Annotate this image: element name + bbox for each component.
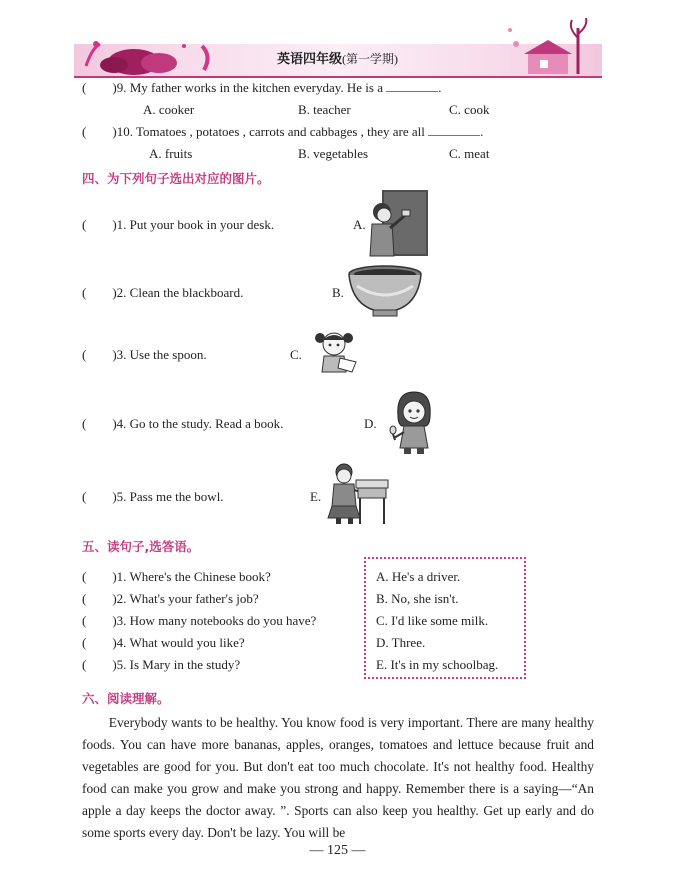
option-a: A. fruits <box>149 146 193 161</box>
question-row-1 <box>82 569 271 585</box>
question-text: )5. Is Mary in the study? <box>112 657 241 672</box>
answer-paren: ( <box>82 569 87 584</box>
section-5-title: 五、读句子,选答语。 <box>82 539 200 554</box>
answer-paren-close: ) <box>112 124 117 139</box>
picture-e-girl-putting-book-in-desk <box>326 462 392 526</box>
answer-paren: ( <box>82 613 87 628</box>
item-text: )4. Go to the study. Read a book. <box>112 416 284 431</box>
option-a: A. cooker <box>143 102 195 117</box>
matching-item-3 <box>82 347 207 363</box>
header-term: (第一学期) <box>342 52 398 66</box>
matching-item-2 <box>82 285 243 301</box>
question-row-5 <box>82 657 240 673</box>
answer-paren: ( <box>82 285 87 300</box>
picture-c-girl-reading <box>312 328 358 374</box>
question-row-2 <box>82 591 259 607</box>
question-number: 9. <box>116 80 127 95</box>
picture-a-boy-cleaning-blackboard <box>368 188 430 260</box>
picture-label-d: D. <box>364 416 377 431</box>
answer-paren: ( <box>82 217 87 232</box>
question-end: . <box>438 80 442 95</box>
header-title-text: 英语四年级 <box>276 52 342 67</box>
matching-item-5 <box>82 489 224 505</box>
answer-blank[interactable] <box>428 125 480 136</box>
question-row-4 <box>82 635 245 651</box>
picture-label-e: E. <box>310 489 322 504</box>
item-text: )3. Use the spoon. <box>112 347 207 362</box>
answer-paren: ( <box>82 489 87 504</box>
matching-item-1 <box>82 217 274 233</box>
question-text: )2. What's your father's job? <box>112 591 259 606</box>
picture-label-b: B. <box>332 285 344 300</box>
answer-blank[interactable] <box>386 81 438 92</box>
question-number: 10. <box>116 124 133 139</box>
item-text: )2. Clean the blackboard. <box>112 285 244 300</box>
answer-paren-close: ) <box>112 80 117 95</box>
question-text: )3. How many notebooks do you have? <box>112 613 317 628</box>
answer-paren: ( <box>82 416 87 431</box>
matching-item-4 <box>82 416 283 432</box>
option-b: B. teacher <box>298 102 351 117</box>
question-end: . <box>480 124 484 139</box>
picture-label-a: A. <box>353 217 366 232</box>
answer-option-d: D. Three. <box>376 635 426 650</box>
picture-b-bowl <box>347 264 423 320</box>
answer-paren: ( <box>82 347 87 362</box>
page-header-title <box>0 48 675 67</box>
item-text: )5. Pass me the bowl. <box>112 489 224 504</box>
option-c: C. meat <box>449 146 490 161</box>
question-text: )4. What would you like? <box>112 635 245 650</box>
section-6-title: 六、阅读理解。 <box>82 691 170 706</box>
picture-label-c: C. <box>290 347 302 362</box>
question-10 <box>82 124 483 140</box>
reading-passage: Everybody wants to be healthy. You know food is very important. There are many healthy foods. You can have more bananas, apples, oranges, tomatoes and lettuce because fruit and vegetables are good for you. But don't eat too much chocolate. It's not healthy food. Healthy food can make you grow and make you strong and happy. Remember there is a saying—“An apple a day keeps the doctor away. ”. Sports can also keep you healthy. Get up early and do some sports every day. Don't be lazy. You will be <box>82 715 594 840</box>
page-number: — 125 — <box>309 843 366 858</box>
option-b: B. vegetables <box>298 146 369 161</box>
answer-paren: ( <box>82 124 87 139</box>
answer-option-a: A. He's a driver. <box>376 569 461 584</box>
header-decoration-right <box>500 14 602 78</box>
question-row-3 <box>82 613 316 629</box>
answer-option-b: B. No, she isn't. <box>376 591 459 606</box>
question-text: )1. Where's the Chinese book? <box>112 569 271 584</box>
answer-paren: ( <box>82 657 87 672</box>
picture-d-girl-with-spoon <box>390 390 436 456</box>
question-9 <box>82 80 441 96</box>
item-text: )1. Put your book in your desk. <box>112 217 275 232</box>
answer-option-c: C. I'd like some milk. <box>376 613 489 628</box>
header-divider <box>74 76 602 78</box>
section-4-title: 四、为下列句子选出对应的图片。 <box>82 171 270 186</box>
answer-option-e: E. It's in my schoolbag. <box>376 657 499 672</box>
answer-paren: ( <box>82 591 87 606</box>
question-text: My father works in the kitchen everyday. He is a <box>129 80 383 95</box>
answer-paren: ( <box>82 80 87 95</box>
question-text: Tomatoes , potatoes , carrots and cabbages , they are all <box>135 124 425 139</box>
option-c: C. cook <box>449 102 490 117</box>
answer-paren: ( <box>82 635 87 650</box>
